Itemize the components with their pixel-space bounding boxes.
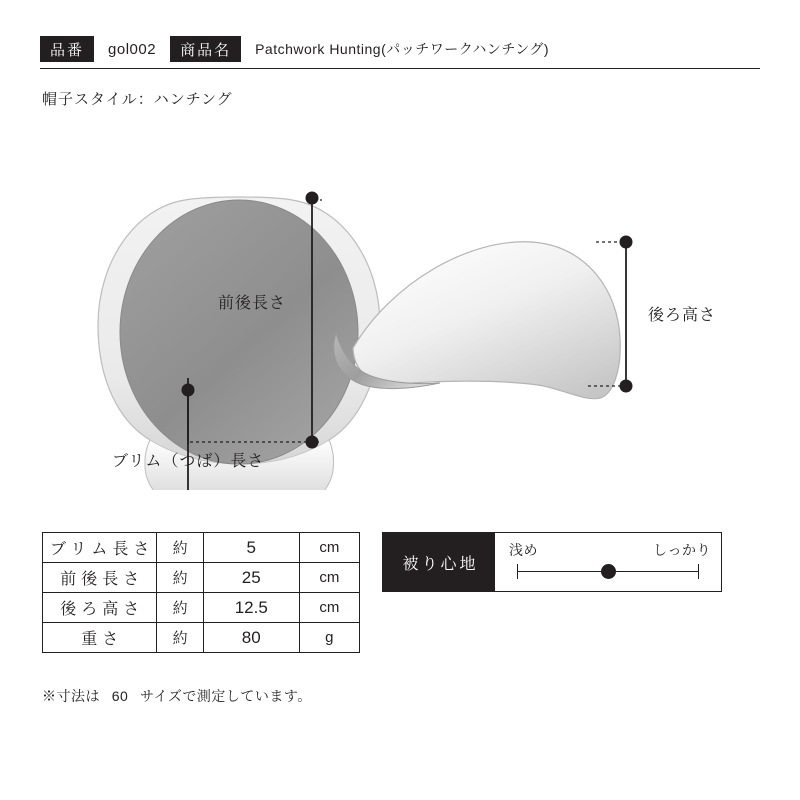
product-name-value: Patchwork Hunting(パッチワークハンチング) xyxy=(255,41,550,57)
back-height-dimension-label: 後ろ高さ xyxy=(648,307,717,324)
row-approx: 約 xyxy=(157,563,203,593)
fit-scale-tick-right xyxy=(698,564,699,579)
row-name: 重さ xyxy=(43,623,157,653)
row-approx: 約 xyxy=(157,533,203,563)
row-approx: 約 xyxy=(157,623,203,653)
hat-side-view xyxy=(334,242,620,399)
row-unit: cm xyxy=(299,533,359,563)
row-approx: 約 xyxy=(157,593,203,623)
table-row xyxy=(43,593,360,623)
table-row xyxy=(43,623,360,653)
fit-feel-scale xyxy=(495,533,721,591)
front-back-dimension-label: 前後長さ xyxy=(218,295,287,312)
row-unit: cm xyxy=(299,593,359,623)
note-prefix: ※寸法は xyxy=(42,688,100,704)
header-divider xyxy=(40,68,760,69)
measurement-note xyxy=(42,686,312,706)
note-size-value: 60 xyxy=(111,688,129,704)
fit-feel-label: 被り心地 xyxy=(383,533,495,591)
row-value: 80 xyxy=(203,623,299,653)
row-unit: g xyxy=(299,623,359,653)
fit-scale-left-label: 浅め xyxy=(509,542,538,558)
product-code-value: gol002 xyxy=(108,40,157,58)
fit-scale-tick-left xyxy=(517,564,518,579)
fit-scale-right-label: しっかり xyxy=(653,542,711,558)
row-name: ブリム長さ xyxy=(43,533,157,563)
product-code-label: 品番 xyxy=(40,36,94,62)
measurement-table xyxy=(42,532,360,653)
row-name: 後ろ高さ xyxy=(43,593,157,623)
illustration-area xyxy=(40,150,760,490)
row-value: 5 xyxy=(203,533,299,563)
note-suffix: サイズで測定しています。 xyxy=(140,688,312,704)
product-name-label: 商品名 xyxy=(170,36,241,62)
fit-scale-marker xyxy=(601,564,616,579)
table-row xyxy=(43,533,360,563)
hat-style-line: 帽子スタイル：ハンチング xyxy=(42,91,233,108)
fit-feel-block xyxy=(382,532,722,592)
row-unit: cm xyxy=(299,563,359,593)
row-value: 25 xyxy=(203,563,299,593)
table-row xyxy=(43,563,360,593)
row-value: 12.5 xyxy=(203,593,299,623)
header-row xyxy=(40,36,760,62)
brim-dimension-label: ブリム（つば）長さ xyxy=(112,453,265,470)
row-name: 前後長さ xyxy=(43,563,157,593)
